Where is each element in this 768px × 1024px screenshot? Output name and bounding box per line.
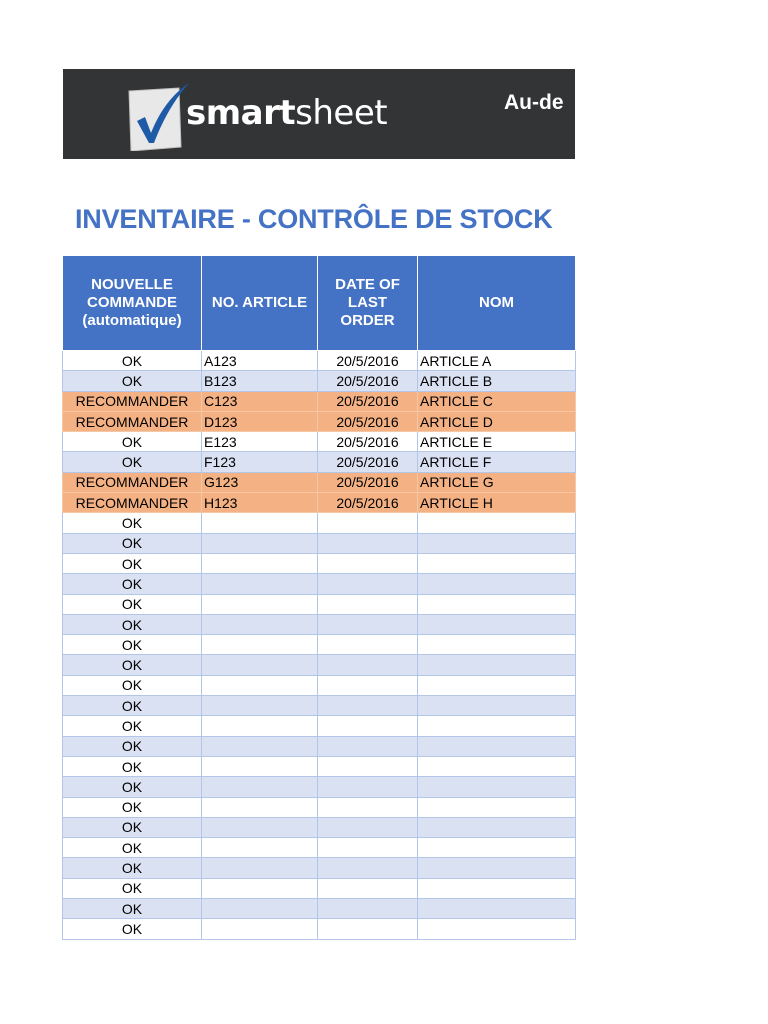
- cell-article-no[interactable]: [202, 756, 318, 776]
- table-row: [63, 797, 576, 817]
- cell-name[interactable]: [418, 553, 576, 573]
- cell-last-order-date[interactable]: 20/5/2016: [318, 493, 418, 513]
- cell-name[interactable]: [418, 574, 576, 594]
- cell-name[interactable]: ARTICLE F: [418, 452, 576, 472]
- cell-last-order-date[interactable]: [318, 838, 418, 858]
- cell-name[interactable]: [418, 655, 576, 675]
- table-row: [63, 493, 576, 513]
- table-row: [63, 655, 576, 675]
- cell-new-order[interactable]: OK: [63, 878, 202, 898]
- cell-article-no[interactable]: [202, 817, 318, 837]
- cell-new-order[interactable]: OK: [63, 594, 202, 614]
- cell-name[interactable]: [418, 919, 576, 939]
- cell-article-no[interactable]: [202, 716, 318, 736]
- cell-last-order-date[interactable]: [318, 878, 418, 898]
- cell-new-order[interactable]: RECOMMANDER: [63, 472, 202, 492]
- cell-new-order[interactable]: OK: [63, 797, 202, 817]
- cell-last-order-date[interactable]: 20/5/2016: [318, 452, 418, 472]
- table-body: [63, 351, 576, 940]
- cell-last-order-date[interactable]: [318, 675, 418, 695]
- cell-article-no[interactable]: [202, 858, 318, 878]
- cell-new-order[interactable]: RECOMMANDER: [63, 493, 202, 513]
- cell-new-order[interactable]: OK: [63, 858, 202, 878]
- cell-name[interactable]: [418, 756, 576, 776]
- table-row: [63, 899, 576, 919]
- cell-article-no[interactable]: G123: [202, 472, 318, 492]
- cell-article-no[interactable]: [202, 797, 318, 817]
- cell-article-no[interactable]: H123: [202, 493, 318, 513]
- cell-new-order[interactable]: OK: [63, 432, 202, 452]
- cell-last-order-date[interactable]: 20/5/2016: [318, 351, 418, 371]
- table-row: [63, 675, 576, 695]
- cell-last-order-date[interactable]: [318, 594, 418, 614]
- table-row: [63, 878, 576, 898]
- cell-last-order-date[interactable]: [318, 858, 418, 878]
- cell-last-order-date[interactable]: 20/5/2016: [318, 391, 418, 411]
- table-row: [63, 736, 576, 756]
- cell-last-order-date[interactable]: [318, 553, 418, 573]
- table-header-row: [63, 256, 576, 351]
- cell-name[interactable]: [418, 533, 576, 553]
- cell-new-order[interactable]: OK: [63, 919, 202, 939]
- cell-article-no[interactable]: C123: [202, 391, 318, 411]
- cell-article-no[interactable]: [202, 675, 318, 695]
- cell-article-no[interactable]: [202, 533, 318, 553]
- smartsheet-checkmark-icon: [127, 81, 191, 151]
- table-row: [63, 574, 576, 594]
- cell-name[interactable]: [418, 635, 576, 655]
- cell-new-order[interactable]: OK: [63, 614, 202, 634]
- cell-name[interactable]: ARTICLE E: [418, 432, 576, 452]
- cell-last-order-date[interactable]: [318, 736, 418, 756]
- cell-last-order-date[interactable]: [318, 513, 418, 533]
- cell-article-no[interactable]: [202, 655, 318, 675]
- cell-name[interactable]: [418, 614, 576, 634]
- cell-new-order[interactable]: OK: [63, 817, 202, 837]
- table-row: [63, 472, 576, 492]
- cell-name[interactable]: [418, 858, 576, 878]
- cell-article-no[interactable]: [202, 696, 318, 716]
- header-new-order: NOUVELLE COMMANDE (automatique): [63, 256, 202, 351]
- cell-last-order-date[interactable]: [318, 797, 418, 817]
- table-row: [63, 411, 576, 431]
- cell-article-no[interactable]: [202, 919, 318, 939]
- cell-article-no[interactable]: [202, 635, 318, 655]
- cell-last-order-date[interactable]: [318, 614, 418, 634]
- table-row: [63, 351, 576, 371]
- cell-last-order-date[interactable]: 20/5/2016: [318, 371, 418, 391]
- cell-new-order[interactable]: OK: [63, 736, 202, 756]
- cell-new-order[interactable]: OK: [63, 696, 202, 716]
- cell-article-no[interactable]: E123: [202, 432, 318, 452]
- cell-article-no[interactable]: D123: [202, 411, 318, 431]
- cell-article-no[interactable]: A123: [202, 351, 318, 371]
- cell-article-no[interactable]: [202, 594, 318, 614]
- cell-name[interactable]: ARTICLE B: [418, 371, 576, 391]
- cell-new-order[interactable]: OK: [63, 675, 202, 695]
- cell-last-order-date[interactable]: [318, 817, 418, 837]
- cell-last-order-date[interactable]: [318, 756, 418, 776]
- cell-name[interactable]: [418, 675, 576, 695]
- cell-last-order-date[interactable]: 20/5/2016: [318, 432, 418, 452]
- table-row: [63, 635, 576, 655]
- cell-name[interactable]: [418, 716, 576, 736]
- cell-last-order-date[interactable]: [318, 655, 418, 675]
- smartsheet-banner[interactable]: [63, 69, 575, 159]
- cell-article-no[interactable]: [202, 513, 318, 533]
- table-row: [63, 432, 576, 452]
- table-row: [63, 553, 576, 573]
- cell-name[interactable]: ARTICLE C: [418, 391, 576, 411]
- cell-article-no[interactable]: F123: [202, 452, 318, 472]
- cell-name[interactable]: [418, 696, 576, 716]
- cell-last-order-date[interactable]: [318, 533, 418, 553]
- cell-new-order[interactable]: OK: [63, 553, 202, 573]
- table-row: [63, 777, 576, 797]
- cell-last-order-date[interactable]: 20/5/2016: [318, 411, 418, 431]
- table-row: [63, 919, 576, 939]
- cell-last-order-date[interactable]: [318, 696, 418, 716]
- cell-new-order[interactable]: OK: [63, 452, 202, 472]
- cell-article-no[interactable]: [202, 878, 318, 898]
- table-row: [63, 756, 576, 776]
- table-row: [63, 614, 576, 634]
- inventory-table: [62, 255, 576, 940]
- cell-last-order-date[interactable]: [318, 716, 418, 736]
- cell-article-no[interactable]: [202, 614, 318, 634]
- cell-article-no[interactable]: [202, 574, 318, 594]
- cell-name[interactable]: [418, 878, 576, 898]
- cell-name[interactable]: [418, 899, 576, 919]
- table-row: [63, 817, 576, 837]
- cell-new-order[interactable]: RECOMMANDER: [63, 391, 202, 411]
- table-row: [63, 594, 576, 614]
- table-row: [63, 513, 576, 533]
- cell-article-no[interactable]: [202, 736, 318, 756]
- header-last-order-date: DATE OF LAST ORDER: [318, 256, 418, 351]
- table-row: [63, 452, 576, 472]
- cell-new-order[interactable]: OK: [63, 899, 202, 919]
- cell-name[interactable]: ARTICLE G: [418, 472, 576, 492]
- cell-new-order[interactable]: RECOMMANDER: [63, 411, 202, 431]
- cell-new-order[interactable]: OK: [63, 533, 202, 553]
- cell-new-order[interactable]: OK: [63, 716, 202, 736]
- table-row: [63, 533, 576, 553]
- table-row: [63, 391, 576, 411]
- cell-name[interactable]: [418, 736, 576, 756]
- cell-last-order-date[interactable]: 20/5/2016: [318, 472, 418, 492]
- cell-new-order[interactable]: OK: [63, 756, 202, 776]
- cell-new-order[interactable]: OK: [63, 371, 202, 391]
- cell-new-order[interactable]: OK: [63, 838, 202, 858]
- banner-cta-text[interactable]: Au-de: [504, 91, 564, 114]
- cell-name[interactable]: [418, 777, 576, 797]
- cell-name[interactable]: [418, 817, 576, 837]
- cell-new-order[interactable]: OK: [63, 513, 202, 533]
- cell-name[interactable]: [418, 513, 576, 533]
- cell-last-order-date[interactable]: [318, 919, 418, 939]
- page-title: INVENTAIRE - CONTRÔLE DE STOCK: [75, 204, 553, 234]
- cell-new-order[interactable]: OK: [63, 777, 202, 797]
- cell-article-no[interactable]: [202, 777, 318, 797]
- cell-article-no[interactable]: [202, 899, 318, 919]
- cell-new-order[interactable]: OK: [63, 574, 202, 594]
- cell-new-order[interactable]: OK: [63, 635, 202, 655]
- cell-article-no[interactable]: [202, 838, 318, 858]
- cell-name[interactable]: ARTICLE D: [418, 411, 576, 431]
- table-row: [63, 858, 576, 878]
- cell-new-order[interactable]: OK: [63, 655, 202, 675]
- cell-article-no[interactable]: B123: [202, 371, 318, 391]
- cell-name[interactable]: ARTICLE A: [418, 351, 576, 371]
- cell-last-order-date[interactable]: [318, 777, 418, 797]
- table-row: [63, 371, 576, 391]
- cell-last-order-date[interactable]: [318, 635, 418, 655]
- header-name: NOM: [418, 256, 576, 351]
- cell-last-order-date[interactable]: [318, 899, 418, 919]
- cell-new-order[interactable]: OK: [63, 351, 202, 371]
- cell-last-order-date[interactable]: [318, 574, 418, 594]
- cell-name[interactable]: [418, 594, 576, 614]
- smartsheet-logo-text: smartsheet: [186, 93, 388, 133]
- table-row: [63, 716, 576, 736]
- table-row: [63, 696, 576, 716]
- header-article-no: NO. ARTICLE: [202, 256, 318, 351]
- cell-name[interactable]: [418, 838, 576, 858]
- cell-name[interactable]: ARTICLE H: [418, 493, 576, 513]
- cell-name[interactable]: [418, 797, 576, 817]
- table-row: [63, 838, 576, 858]
- cell-article-no[interactable]: [202, 553, 318, 573]
